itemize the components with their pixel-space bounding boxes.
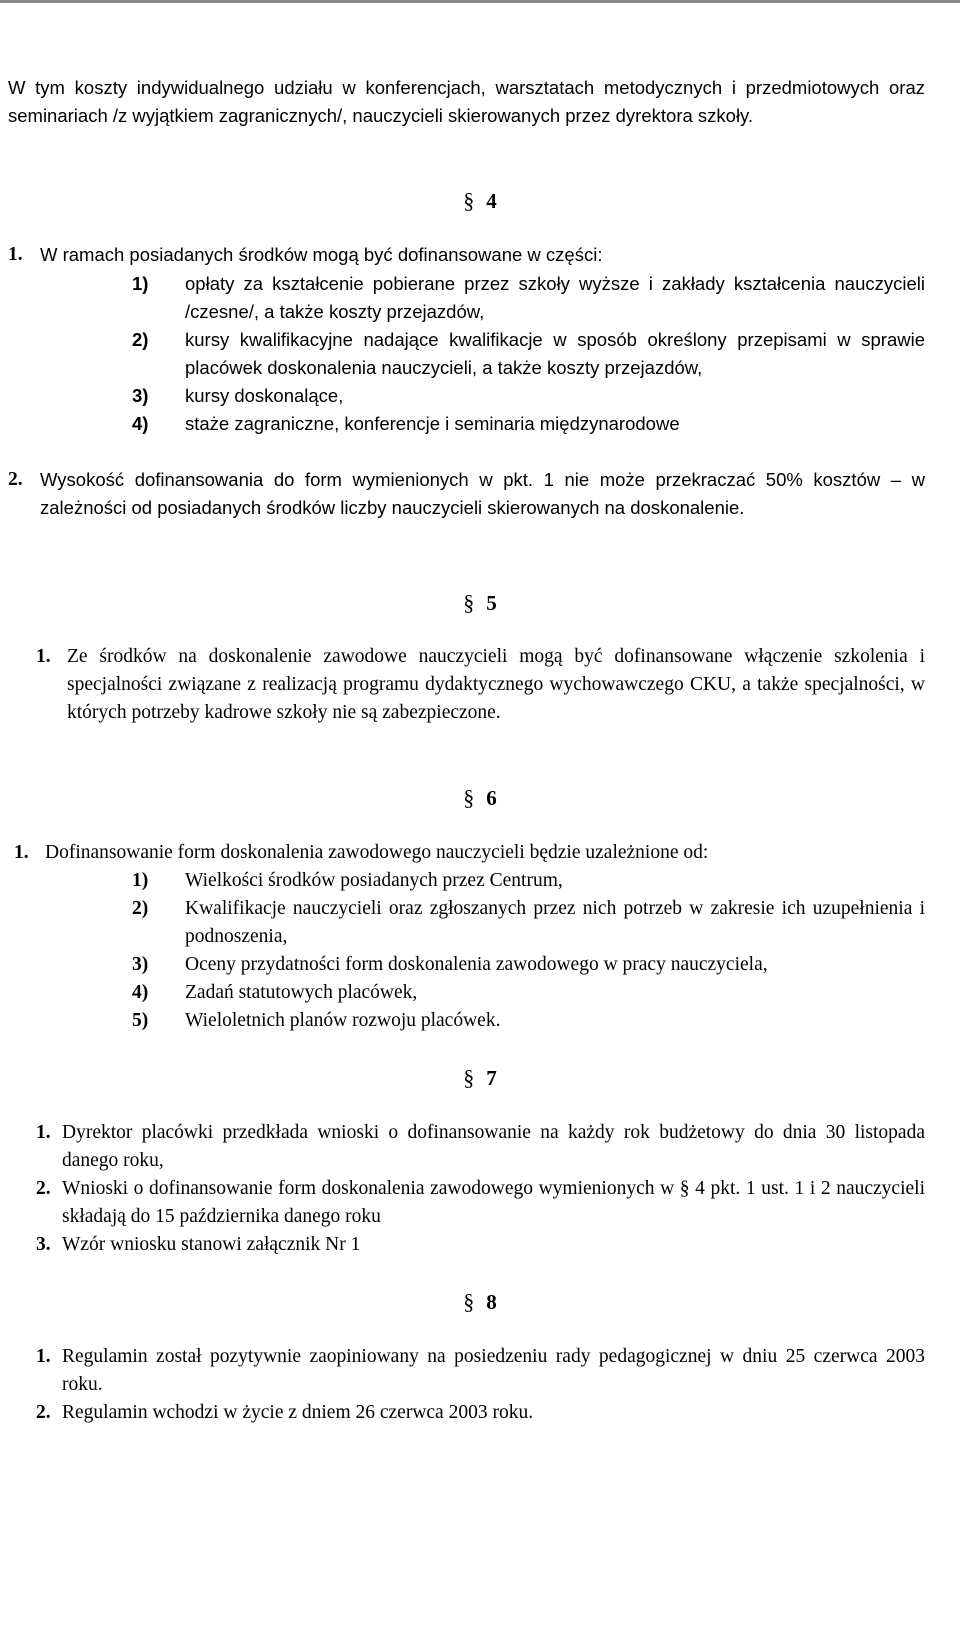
- section-7-item-1: [36, 1119, 925, 1175]
- item-text: Regulamin został pozytywnie zaopiniowany na posiedzeniu rady pedagogicznej w dniu 25 czerwca 2003 roku.: [62, 1346, 925, 1395]
- item-text: Regulamin wchodzi w życie z dniem 26 czerwca 2003 roku.: [62, 1402, 534, 1423]
- subitem-number: 5): [132, 1010, 149, 1031]
- section-6-heading: [0, 784, 960, 812]
- subitem-text: Oceny przydatności form doskonalenia zawodowego w pracy nauczyciela,: [185, 954, 768, 975]
- section-number: 5: [486, 591, 497, 615]
- item-number: 1.: [36, 1346, 51, 1367]
- subitem-number: 1): [132, 870, 149, 891]
- subitem-text: Kwalifikacje nauczycieli oraz zgłoszanych przez nich potrzeb w zakresie ich uzupełnienia i podnoszenia,: [185, 898, 925, 947]
- item-number: 1.: [14, 842, 29, 863]
- subitem-text: Wieloletnich planów rozwoju placówek.: [185, 1010, 501, 1031]
- item-number: 1.: [8, 244, 23, 265]
- item-number: 1.: [36, 1122, 51, 1143]
- section-7-heading: [0, 1064, 960, 1092]
- item-number: 2.: [36, 1178, 51, 1199]
- section-4-subitem-2: [132, 326, 925, 382]
- subitem-text: opłaty za kształcenie pobierane przez szkoły wyższe i zakłady kształcenia nauczycieli /czesne/, a także koszty przejazdów,: [185, 273, 925, 322]
- section-7-item-3: [36, 1231, 925, 1259]
- subitem-number: 2): [132, 329, 149, 350]
- section-6-subitem-1: [132, 867, 925, 895]
- subitem-number: 4): [132, 413, 149, 434]
- subitem-text: Zadań statutowych placówek,: [185, 982, 418, 1003]
- item-text: Wzór wniosku stanowi załącznik Nr 1: [62, 1234, 361, 1255]
- item-number: 2.: [8, 469, 23, 490]
- section-symbol: §: [463, 590, 475, 615]
- section-8-item-1: [36, 1343, 925, 1399]
- item-text: Dofinansowanie form doskonalenia zawodowego nauczycieli będzie uzależnione od:: [45, 842, 709, 863]
- subitem-number: 3): [132, 385, 149, 406]
- section-8-item-2: [36, 1399, 925, 1427]
- section-symbol: §: [463, 188, 475, 213]
- section-6-subitem-3: [132, 951, 925, 979]
- item-number: 3.: [36, 1234, 51, 1255]
- section-6-subitem-5: [132, 1007, 925, 1035]
- subitem-number: 1): [132, 273, 149, 294]
- section-6-item-1: [14, 839, 925, 867]
- section-4-heading: [0, 187, 960, 215]
- item-text: Wysokość dofinansowania do form wymienionych w pkt. 1 nie może przekraczać 50% kosztów – w zależności od posiadanych środków liczby nauczycieli skierowanych na doskonalenie.: [40, 469, 925, 518]
- section-5-item-1: [36, 643, 925, 727]
- section-number: 8: [486, 1290, 497, 1314]
- section-8-heading: [0, 1288, 960, 1316]
- section-number: 7: [486, 1066, 497, 1090]
- subitem-number: 2): [132, 898, 149, 919]
- subitem-text: Wielkości środków posiadanych przez Centrum,: [185, 870, 563, 891]
- item-text: W ramach posiadanych środków mogą być dofinansowane w części:: [40, 244, 603, 265]
- section-4-subitem-3: [132, 382, 925, 410]
- section-4-item-1: [8, 241, 925, 269]
- section-symbol: §: [463, 1065, 475, 1090]
- section-number: 6: [486, 786, 497, 810]
- item-number: 2.: [36, 1402, 51, 1423]
- section-5-heading: [0, 589, 960, 617]
- subitem-number: 4): [132, 982, 149, 1003]
- intro-paragraph: W tym koszty indywidualnego udziału w konferencjach, warsztatach metodycznych i przedmiotowych oraz seminariach /z wyjątkiem zagranicznych/, nauczycieli skierowanych przez dyrektora szkoły.: [8, 77, 925, 126]
- section-4-subitem-4: [132, 410, 925, 438]
- subitem-number: 3): [132, 954, 149, 975]
- section-4-subitem-1: [132, 270, 925, 326]
- section-6-subitem-2: [132, 895, 925, 951]
- subitem-text: kursy kwalifikacyjne nadające kwalifikacje w sposób określony przepisami w sprawie placówek doskonalenia nauczycieli, a także koszty przejazdów,: [185, 329, 925, 378]
- item-text: Dyrektor placówki przedkłada wnioski o dofinansowanie na każdy rok budżetowy do dnia 30 listopada danego roku,: [62, 1122, 925, 1171]
- item-number: 1.: [36, 646, 51, 667]
- section-6-subitem-4: [132, 979, 925, 1007]
- section-symbol: §: [463, 1289, 475, 1314]
- section-7-item-2: [36, 1175, 925, 1231]
- section-number: 4: [486, 189, 497, 213]
- section-symbol: §: [463, 785, 475, 810]
- item-text: Wnioski o dofinansowanie form doskonalenia zawodowego wymienionych w § 4 pkt. 1 ust. 1 i 2 nauczycieli składają do 15 października danego roku: [62, 1178, 925, 1227]
- item-text: Ze środków na doskonalenie zawodowe nauczycieli mogą być dofinansowane włączenie szkolenia i specjalności związane z realizacją programu dydaktycznego wychowawczego CKU, a także specjalności, w których potrzeby kadrowe szkoły nie są zabezpieczone.: [67, 646, 925, 723]
- subitem-text: kursy doskonalące,: [185, 385, 344, 406]
- section-4-item-2: [8, 466, 925, 522]
- subitem-text: staże zagraniczne, konferencje i seminaria międzynarodowe: [185, 413, 680, 434]
